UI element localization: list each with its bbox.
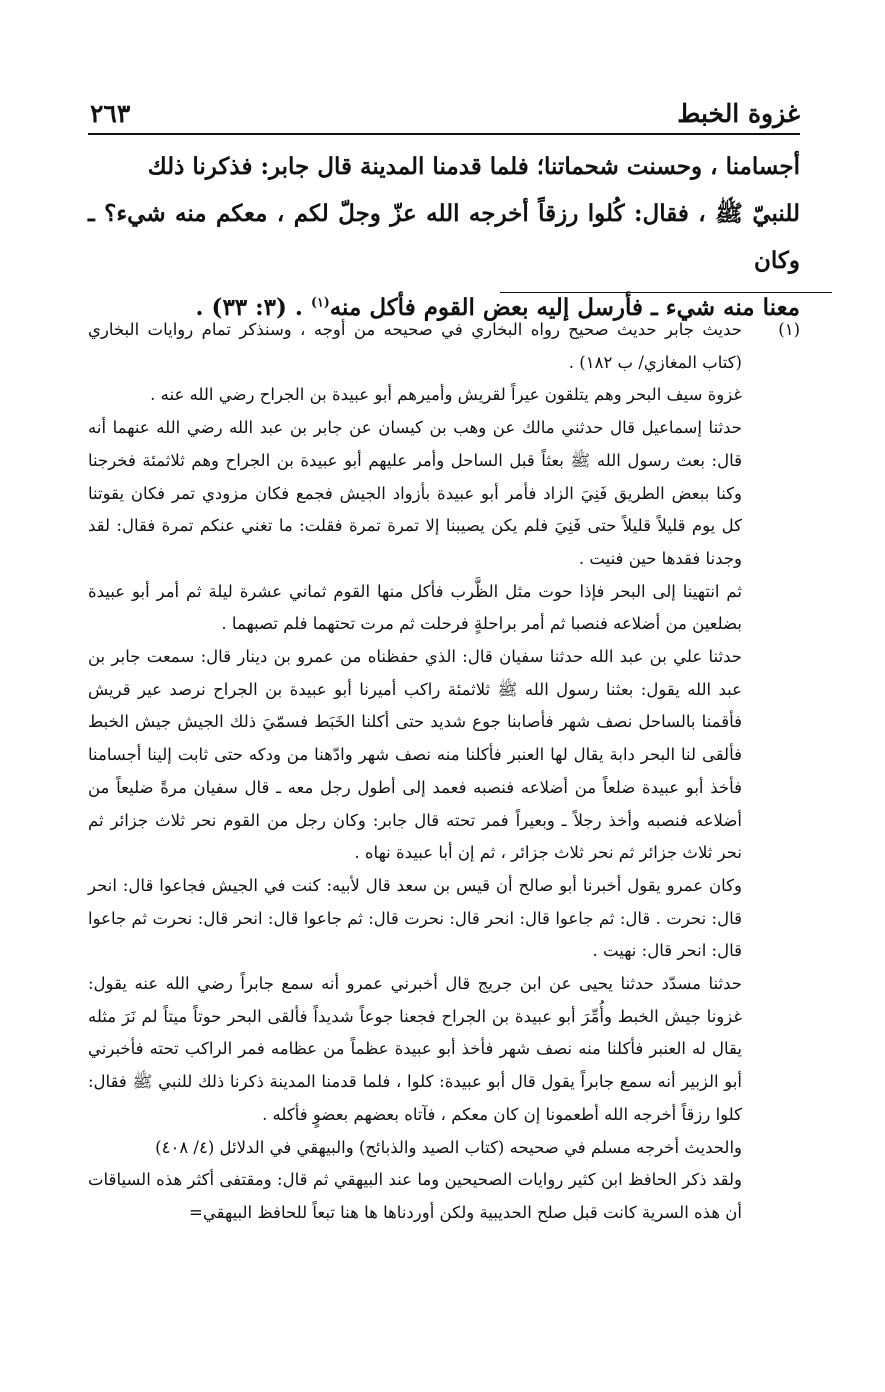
main-text-segment: . (٣: ٣٣) . <box>195 294 303 321</box>
main-text-segment: معنا منه شيء ـ فأرسل إليه بعض القوم فأكل منه <box>329 294 800 321</box>
footnote-number: (١) <box>778 320 800 339</box>
main-text-line: للنبيّ ﷺ ، فقال: كُلوا رزقاً أخرجه الله عزّ وجلّ لكم ، معكم منه شيء؟ ـ وكان <box>88 200 800 274</box>
header-rule <box>88 133 800 135</box>
running-title: غزوة الخبط <box>677 99 800 128</box>
footnote-paragraph: حدثنا إسماعيل قال حدثني مالك عن وهب بن كيسان عن جابر بن عبد الله رضي الله عنهما أنه قال: بعث رسول الله ﷺ بعثاً قبل الساحل وأمر عليهم أبو عبيدة بن الجراح وهم ثلاثمئة فخرجنا وكنا ببعض الطريق فَنِيَ الزاد فأمر أبو عبيدة بأزواد الجيش فجمع فكان مزودي تمر فكان يقوتنا كل يوم قليلاً قليلاً حتى فَنِيَ فلم يكن يصيبنا إلا تمرة تمرة فقلت: ما تغني عنكم تمرة فقال: لقد وجدنا فقدها حين فنيت . <box>88 418 742 568</box>
footnote-paragraph: والحديث أخرجه مسلم في صحيحه (كتاب الصيد والذبائح) والبيهقي في الدلائل (٤/ ٤٠٨) <box>155 1137 742 1157</box>
footnote-reference: (١) <box>310 294 330 310</box>
footnote-paragraph: حدثنا علي بن عبد الله حدثنا سفيان قال: الذي حفظناه من عمرو بن دينار قال: سمعت جابر بن عبد الله يقول: بعثنا رسول الله ﷺ ثلاثمئة راكب أميرنا أبو عبيدة بن الجراح نرصد عير قريش فأقمنا بالساحل نصف شهر فأصابنا جوع شديد حتى أكلنا الخَبَط فسمّيَ ذلك الجيش جيش الخبط فألقى لنا البحر دابة يقال لها العنبر فأكلنا منه نصف شهر وادّهنا من ودكه حتى ثابت إلينا أجسامنا فأخذ أبو عبيدة ضلعاً من أضلاعه فنصبه فعمد إلى أطول رجل معه ـ قال سفيان مرةً ضليعاً من أضلاعه فنصبه وأخذ رجلاً ـ وبعيراً فمر تحته قال جابر: وكان رجل من القوم نحر ثلاث جزائر ثم نحر ثلاث جزائر ثم نحر ثلاث جزائر ، ثم إن أبا عبيدة نهاه . <box>88 647 742 863</box>
footnote-paragraph: حديث جابر حديث صحيح رواه البخاري في صحيحه من أوجه ، وسنذكر تمام روايات البخاري (كتاب المغازي/ ب ١٨٢) . <box>88 320 742 372</box>
page-number: ٢٦٣ <box>90 99 131 128</box>
footnote-paragraph: ولقد ذكر الحافظ ابن كثير روايات الصحيحين وما عند البيهقي ثم قال: ومقتفى أكثر هذه السياقات أن هذه السرية كانت قبل صلح الحديبية ولكن أوردناها ها هنا تبعاً للحافظ البيهقي= <box>88 1170 742 1222</box>
footnotes-block <box>88 314 800 1230</box>
footnote-paragraph: غزوة سيف البحر وهم يتلقون عيراً لقريش وأميرهم أبو عبيدة بن الجراح رضي الله عنه . <box>150 385 742 405</box>
footnote-paragraph: حدثنا مسدّد حدثنا يحيى عن ابن جريج قال أخبرني عمرو أنه سمع جابراً رضي الله عنه يقول: غزونا جيش الخبط وأُمِّرَ أبو عبيدة بن الجراح فجعنا جوعاً شديداً فألقى البحر حوتاً ميتاً لم نَرَ مثله يقال له العنبر فأكلنا منه نصف شهر فأخذ أبو عبيدة عظماً من عظامه فمر الراكب تحته فأخبرني أبو الزبير أنه سمع جابراً يقول قال أبو عبيدة: كلوا ، فلما قدمنا المدينة ذكرنا ذلك للنبي ﷺ فقال: كلوا رزقاً أخرجه الله أطعمونا إن كان معكم ، فآتاه بعضهم بعضوٍ فأكله . <box>88 974 742 1124</box>
running-header <box>90 86 800 126</box>
footnote-item <box>88 314 800 1230</box>
footnote-separator <box>500 292 832 293</box>
footnote-paragraph: ثم انتهينا إلى البحر فإذا حوت مثل الظَّرب فأكل منها القوم ثماني عشرة ليلة ثم أمر أبو عبيدة بضلعين من أضلاعه فنصبا ثم أمر براحلةٍ فرحلت ثم مرت تحتهما فلم تصبهما . <box>88 581 742 634</box>
main-text-line: أجسامنا ، وحسنت شحماتنا؛ فلما قدمنا المدينة قال جابر: فذكرنا ذلك <box>147 153 800 180</box>
footnote-body <box>88 314 742 1230</box>
main-text-block <box>88 143 800 331</box>
footnote-paragraph: وكان عمرو يقول أخبرنا أبو صالح أن قيس بن سعد قال لأبيه: كنت في الجيش فجاعوا قال: انحر قال: نحرت . قال: ثم جاعوا قال: انحر قال: نحرت قال: ثم جاعوا قال: انحر قال: نحرت ثم جاعوا قال: انحر قال: نهيت . <box>88 875 742 961</box>
